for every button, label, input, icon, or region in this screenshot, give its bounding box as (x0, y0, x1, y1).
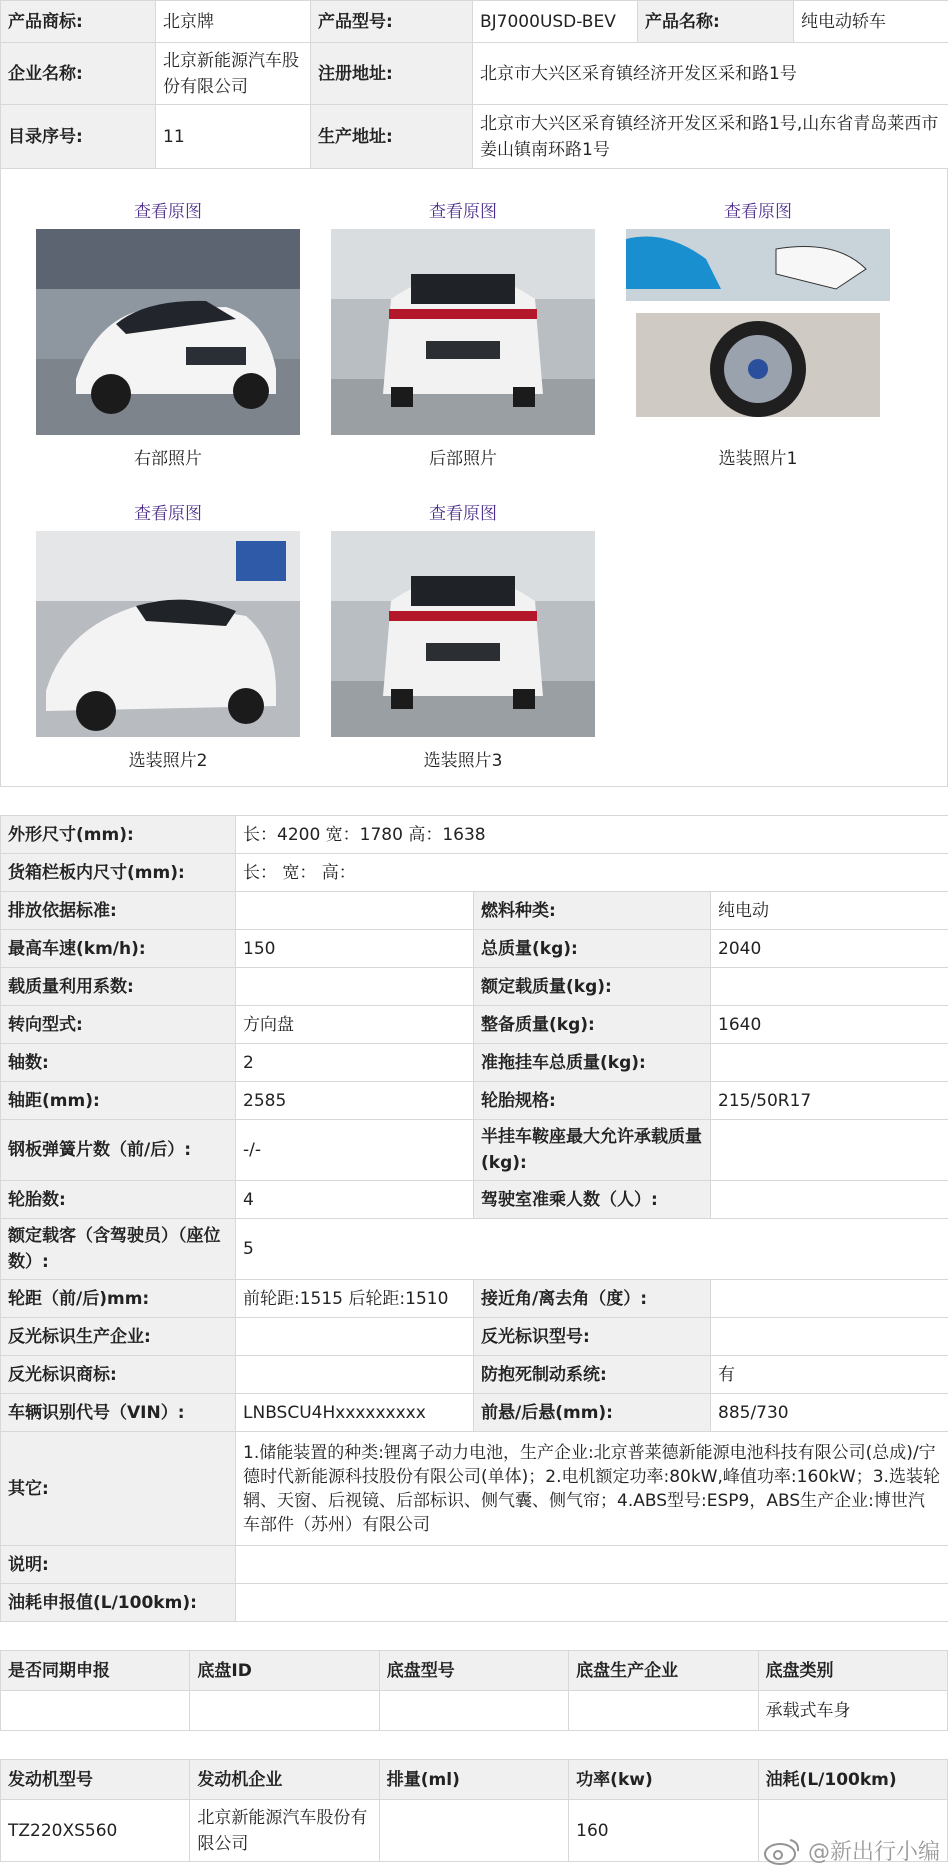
cargo-label: 货箱栏板内尺寸(mm): (1, 854, 236, 892)
weibo-watermark (762, 1835, 940, 1866)
leaf-spring-label: 钢板弹簧片数（前/后）: (1, 1120, 236, 1181)
chassis-cell: 承载式车身 (758, 1691, 947, 1731)
engine-cell: 北京新能源汽车股份有限公司 (190, 1800, 379, 1862)
view-original-link[interactable]: 查看原图 (429, 504, 497, 524)
rated-load-value (711, 968, 948, 1006)
wheelbase-label: 轴距(mm): (1, 1082, 236, 1120)
engine-header: 发动机型号 (1, 1760, 190, 1800)
tires-value: 4 (236, 1181, 474, 1219)
reflector-maker-value (236, 1318, 474, 1356)
product-name-value: 纯电动轿车 (794, 1, 948, 43)
emission-label: 排放依据标准: (1, 892, 236, 930)
mirror-wheel-photo[interactable] (626, 229, 890, 435)
photo-option-3 (328, 501, 598, 773)
engine-header: 排量(ml) (379, 1760, 568, 1800)
chassis-table (0, 1650, 948, 1731)
abs-label: 防抱死制动系统: (474, 1356, 711, 1394)
chassis-header: 底盘生产企业 (569, 1651, 758, 1691)
engine-header: 功率(kw) (569, 1760, 758, 1800)
car-right-photo[interactable] (36, 229, 300, 435)
car-rear-photo[interactable] (331, 229, 595, 435)
fuel-consumption-value (236, 1584, 948, 1622)
engine-header: 发动机企业 (190, 1760, 379, 1800)
tire-spec-value: 215/50R17 (711, 1082, 948, 1120)
steer-label: 转向型式: (1, 1006, 236, 1044)
other-value: 1.储能装置的种类:锂离子动力电池，生产企业:北京普莱德新能源电池科技有限公司(总成)/宁德时代新能源科技股份有限公司(单体)；2.电机额定功率:80kW,峰值功率:160kW；3.选装轮辋、天窗、后视镜、后部标识、侧气囊、侧气帘；4.ABS型号:ESP9，ABS生产企业:博世汽车部件（苏州）有限公司 (236, 1432, 948, 1546)
track-value: 前轮距:1515 后轮距:1510 (236, 1280, 474, 1318)
curb-mass-label: 整备质量(kg): (474, 1006, 711, 1044)
chassis-header: 底盘型号 (379, 1651, 568, 1691)
photo-option-2 (33, 501, 303, 773)
chassis-cell (190, 1691, 379, 1731)
photo-gallery (0, 169, 948, 787)
track-label: 轮距（前/后)mm: (1, 1280, 236, 1318)
overhang-value: 885/730 (711, 1394, 948, 1432)
photo-option-1 (623, 199, 893, 471)
car-rear-photo-2[interactable] (331, 531, 595, 737)
trailer-value (711, 1044, 948, 1082)
company-label: 企业名称: (1, 43, 156, 105)
note-label: 说明: (1, 1546, 236, 1584)
passengers-value: 5 (236, 1219, 948, 1280)
product-name-label: 产品名称: (638, 1, 794, 43)
view-original-link[interactable]: 查看原图 (429, 202, 497, 222)
util-value (236, 968, 474, 1006)
passengers-label: 额定载客（含驾驶员）（座位数）: (1, 1219, 236, 1280)
model-label: 产品型号: (311, 1, 473, 43)
note-value (236, 1546, 948, 1584)
cargo-value: 长： 宽： 高： (236, 854, 948, 892)
reflector-model-value (711, 1318, 948, 1356)
catalog-label: 目录序号: (1, 105, 156, 169)
dims-value: 长：4200 宽：1780 高：1638 (236, 816, 948, 854)
reflector-maker-label: 反光标识生产企业: (1, 1318, 236, 1356)
cab-label: 驾驶室准乘人数（人）: (474, 1181, 711, 1219)
gross-mass-label: 总质量(kg): (474, 930, 711, 968)
cab-value (711, 1181, 948, 1219)
catalog-value: 11 (156, 105, 311, 169)
speed-value: 150 (236, 930, 474, 968)
view-original-link[interactable]: 查看原图 (134, 504, 202, 524)
reg-address-label: 注册地址: (311, 43, 473, 105)
steer-value: 方向盘 (236, 1006, 474, 1044)
wheelbase-value: 2585 (236, 1082, 474, 1120)
reg-address-value: 北京市大兴区采育镇经济开发区采和路1号 (473, 43, 948, 105)
fuel-label: 燃料种类: (474, 892, 711, 930)
fuel-consumption-label: 油耗申报值(L/100km): (1, 1584, 236, 1622)
watermark-text: @新出行小编 (807, 1840, 940, 1865)
chassis-cell (569, 1691, 758, 1731)
engine-cell (379, 1800, 568, 1862)
abs-value: 有 (711, 1356, 948, 1394)
view-original-link[interactable]: 查看原图 (724, 202, 792, 222)
overhang-label: 前悬/后悬(mm): (474, 1394, 711, 1432)
car-roof-photo[interactable] (36, 531, 300, 737)
engine-cell: 160 (569, 1800, 758, 1862)
weibo-logo-icon (762, 1837, 802, 1865)
chassis-header: 底盘类别 (758, 1651, 947, 1691)
photo-caption: 选装照片1 (718, 449, 798, 469)
angle-value (711, 1280, 948, 1318)
speed-label: 最高车速(km/h): (1, 930, 236, 968)
vin-value: LNBSCU4Hxxxxxxxxx (236, 1394, 474, 1432)
trailer-label: 准拖挂车总质量(kg): (474, 1044, 711, 1082)
photo-caption: 选装照片3 (423, 751, 503, 771)
dims-label: 外形尺寸(mm): (1, 816, 236, 854)
spec-table (0, 815, 948, 1622)
chassis-cell (379, 1691, 568, 1731)
rated-load-label: 额定载质量(kg): (474, 968, 711, 1006)
reflector-brand-label: 反光标识商标: (1, 1356, 236, 1394)
saddle-value (711, 1120, 948, 1181)
product-info-table (0, 0, 948, 169)
brand-label: 产品商标: (1, 1, 156, 43)
util-label: 载质量利用系数: (1, 968, 236, 1006)
view-original-link[interactable]: 查看原图 (134, 202, 202, 222)
angle-label: 接近角/离去角（度）: (474, 1280, 711, 1318)
chassis-header: 是否同期申报 (1, 1651, 190, 1691)
tires-label: 轮胎数: (1, 1181, 236, 1219)
axles-value: 2 (236, 1044, 474, 1082)
chassis-cell (1, 1691, 190, 1731)
prod-address-label: 生产地址: (311, 105, 473, 169)
chassis-header: 底盘ID (190, 1651, 379, 1691)
fuel-value: 纯电动 (711, 892, 948, 930)
gross-mass-value: 2040 (711, 930, 948, 968)
saddle-label: 半挂车鞍座最大允许承载质量(kg): (474, 1120, 711, 1181)
curb-mass-value: 1640 (711, 1006, 948, 1044)
reflector-brand-value (236, 1356, 474, 1394)
company-value: 北京新能源汽车股份有限公司 (156, 43, 311, 105)
photo-caption: 选装照片2 (128, 751, 208, 771)
reflector-model-label: 反光标识型号: (474, 1318, 711, 1356)
photo-rear (328, 199, 598, 471)
model-value: BJ7000USD-BEV (473, 1, 638, 43)
vin-label: 车辆识别代号（VIN）: (1, 1394, 236, 1432)
photo-caption: 后部照片 (429, 449, 497, 469)
axles-label: 轴数: (1, 1044, 236, 1082)
leaf-spring-value: -/- (236, 1120, 474, 1181)
prod-address-value: 北京市大兴区采育镇经济开发区采和路1号,山东省青岛莱西市姜山镇南环路1号 (473, 105, 948, 169)
photo-caption: 右部照片 (134, 449, 202, 469)
brand-value: 北京牌 (156, 1, 311, 43)
other-label: 其它: (1, 1432, 236, 1546)
emission-value (236, 892, 474, 930)
engine-header: 油耗(L/100km) (758, 1760, 947, 1800)
tire-spec-label: 轮胎规格: (474, 1082, 711, 1120)
photo-right (33, 199, 303, 471)
engine-cell: TZ220XS560 (1, 1800, 190, 1862)
